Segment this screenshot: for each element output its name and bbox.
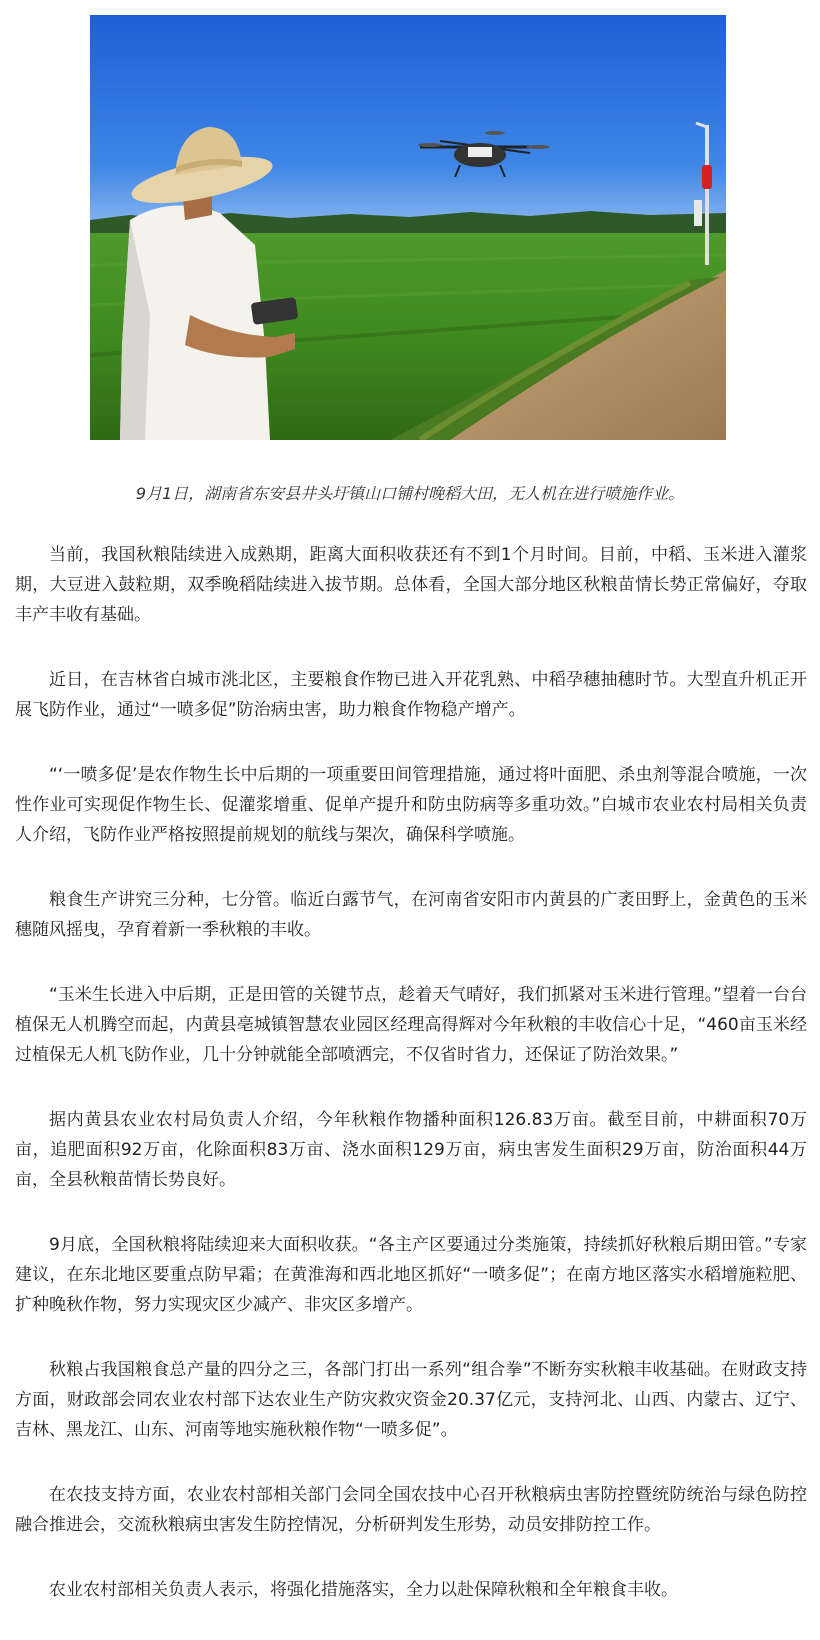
article-photo xyxy=(90,15,726,440)
paragraph: 农业农村部相关负责人表示，将强化措施落实，全力以赴保障秋粮和全年粮食丰收。 xyxy=(49,1580,678,1600)
paragraph: 近日，在吉林省白城市洮北区，主要粮食作物已进入开花乳熟、中稻孕穗抽穗时节。大型直升机正开展飞防作业，通过“一喷多促”防治病虫害，助力粮食作物稳产增产。 xyxy=(15,670,807,720)
article-body xyxy=(15,540,807,1640)
paragraph: 秋粮占我国粮食总产量的四分之三，各部门打出一系列“组合拳”不断夯实秋粮丰收基础。在财政支持方面，财政部会同农业农村部下达农业生产防灾救灾资金20.37亿元，支持河北、山西、内蒙古、辽宁、吉林、黑龙江、山东、河南等地实施秋粮作物“一喷多促”。 xyxy=(15,1360,807,1440)
paragraph: 粮食生产讲究三分种，七分管。临近白露节气，在河南省安阳市内黄县的广袤田野上，金黄色的玉米穗随风摇曳，孕育着新一季秋粮的丰收。 xyxy=(15,890,807,940)
paragraph: “玉米生长进入中后期，正是田管的关键节点，趁着天气晴好，我们抓紧对玉米进行管理。”望着一台台植保无人机腾空而起，内黄县亳城镇智慧农业园区经理高得辉对今年秋粮的丰收信心十足，“460亩玉米经过植保无人机飞防作业，几十分钟就能全部喷洒完，不仅省时省力，还保证了防治效果。” xyxy=(15,985,807,1065)
paragraph: 9月底，全国秋粮将陆续迎来大面积收获。“各主产区要通过分类施策，持续抓好秋粮后期田管。”专家建议，在东北地区要重点防早霜；在黄淮海和西北地区抓好“一喷多促”；在南方地区落实水稻增施粒肥、扩种晚秋作物，努力实现灾区少减产、非灾区多增产。 xyxy=(15,1235,807,1315)
paragraph: “‘一喷多促’是农作物生长中后期的一项重要田间管理措施，通过将叶面肥、杀虫剂等混合喷施，一次性作业可实现促作物生长、促灌浆增重、促单产提升和防虫防病等多重功效。”白城市农业农村局相关负责人介绍，飞防作业严格按照提前规划的航线与架次，确保科学喷施。 xyxy=(15,765,807,845)
paragraph: 据内黄县农业农村局负责人介绍，今年秋粮作物播种面积126.83万亩。截至目前，中耕面积70万亩，追肥面积92万亩，化除面积83万亩、浇水面积129万亩，病虫害发生面积29万亩，防治面积44万亩，全县秋粮苗情长势良好。 xyxy=(15,1110,807,1190)
paragraph: 当前，我国秋粮陆续进入成熟期，距离大面积收获还有不到1个月时间。目前，中稻、玉米进入灌浆期，大豆进入鼓粒期，双季晚稻陆续进入拔节期。总体看，全国大部分地区秋粮苗情长势正常偏好，夺取丰产丰收有基础。 xyxy=(15,545,807,625)
photo-caption: 9月1日，湖南省东安县井头圩镇山口铺村晚稻大田，无人机在进行喷施作业。 xyxy=(135,484,685,503)
paragraph: 在农技支持方面，农业农村部相关部门会同全国农技中心召开秋粮病虫害防控暨统防统治与绿色防控融合推进会，交流秋粮病虫害发生防控情况，分析研判发生形势，动员安排防控工作。 xyxy=(15,1485,807,1535)
drone-field-image xyxy=(90,15,726,440)
